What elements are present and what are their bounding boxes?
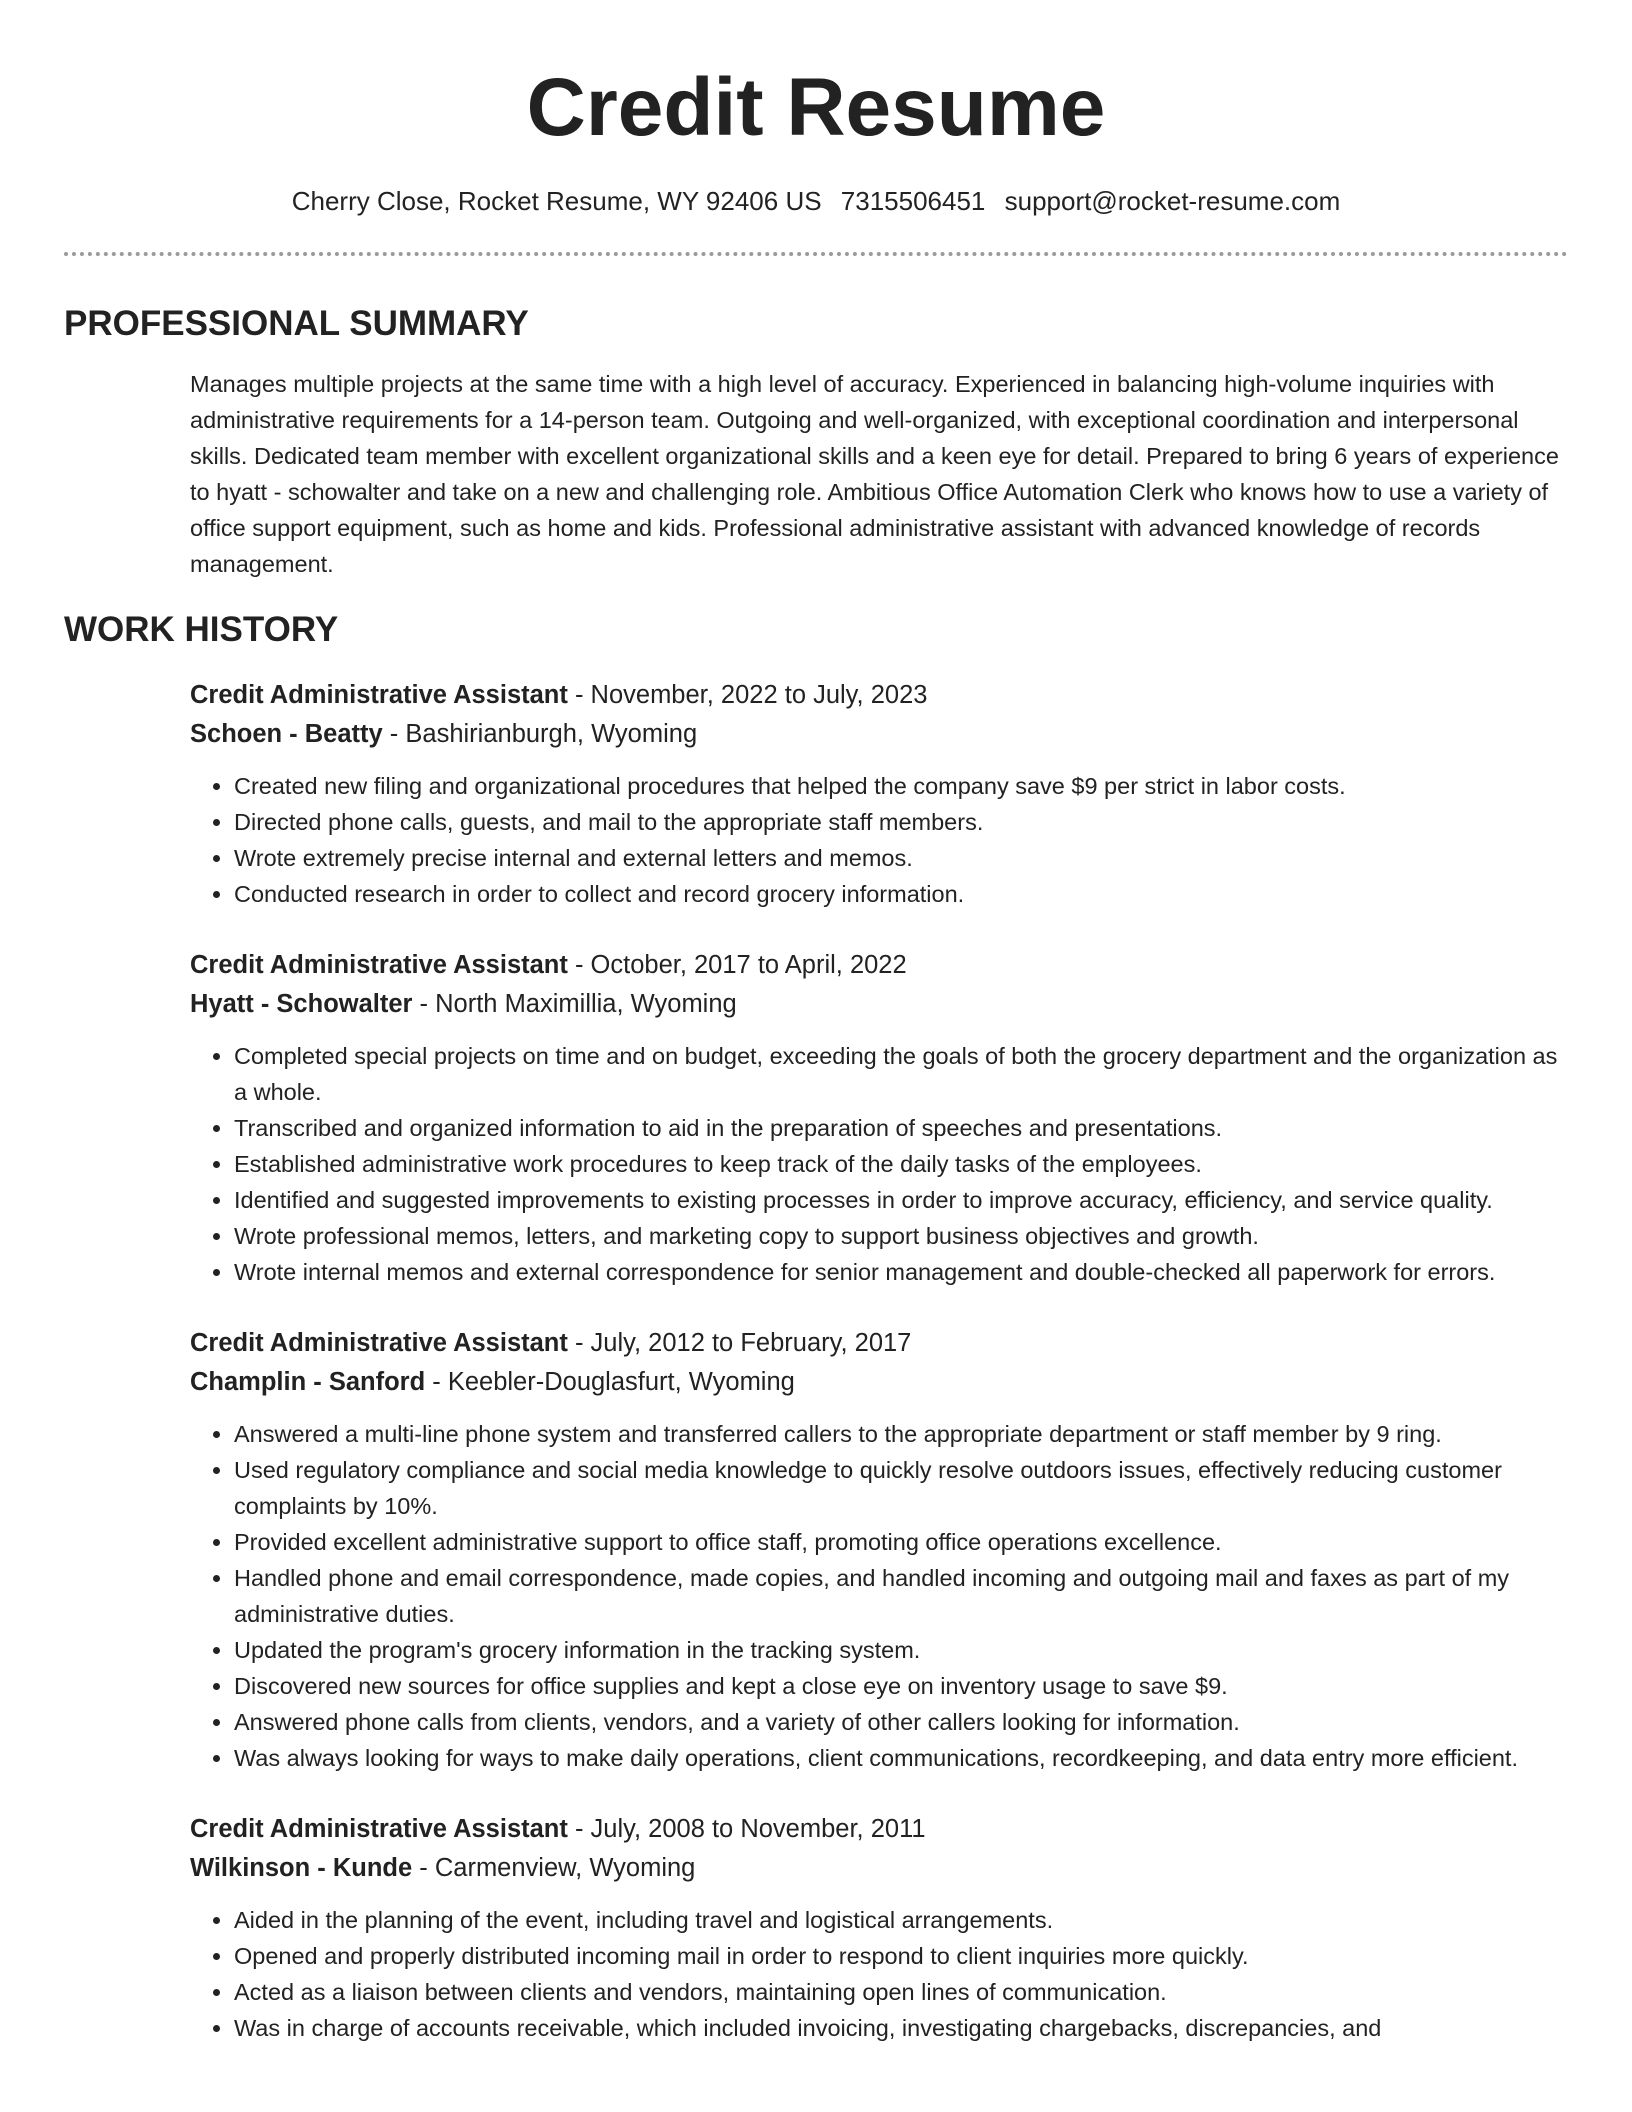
summary-heading: PROFESSIONAL SUMMARY [64,304,529,343]
job-bullet: • Aided in the planning of the event, including travel and logistical arrangements. [234,1902,1568,1938]
contact-email: support@rocket-resume.com [1004,186,1341,216]
job-bullet: • Directed phone calls, guests, and mail to the appropriate staff members. [234,804,1568,840]
job-title-line [190,1810,1568,1849]
job-entry [190,676,1568,912]
job-bullet: • Answered a multi-line phone system and transferred callers to the appropriate department or staff member by 9 ring. [234,1416,1568,1452]
resume-page [64,0,1568,2046]
job-company: Hyatt - Schowalter [190,990,413,1018]
job-bullet: • Opened and properly distributed incoming mail in order to respond to client inquiries more quickly. [234,1938,1568,1974]
job-entry [190,1324,1568,1776]
job-location: - North Maximillia, Wyoming [412,990,737,1018]
job-location: - Keebler-Douglasfurt, Wyoming [425,1368,795,1396]
job-title-line [190,946,1568,985]
job-bullet: • Answered phone calls from clients, vendors, and a variety of other callers looking for information. [234,1704,1568,1740]
job-bullet: • Wrote internal memos and external correspondence for senior management and double-checked all paperwork for errors. [234,1254,1568,1290]
job-location: - Carmenview, Wyoming [412,1854,696,1882]
job-bullet: • Handled phone and email correspondence, made copies, and handled incoming and outgoing mail and faxes as part of my administrative duties. [234,1560,1568,1632]
job-title: Credit Administrative Assistant [190,951,568,979]
job-bullet: • Was in charge of accounts receivable, which included invoicing, investigating chargebacks, discrepancies, and [234,2010,1568,2046]
resume-title: Credit Resume [526,62,1106,153]
job-bullets [190,1416,1568,1776]
job-bullet: • Created new filing and organizational procedures that helped the company save $9 per strict in labor costs. [234,768,1568,804]
job-bullet: • Provided excellent administrative support to office staff, promoting office operations excellence. [234,1524,1568,1560]
job-company-line [190,1849,1568,1888]
job-bullet: • Wrote professional memos, letters, and marketing copy to support business objectives and growth. [234,1218,1568,1254]
job-dates: - October, 2017 to April, 2022 [567,951,907,979]
job-bullet: • Identified and suggested improvements to existing processes in order to improve accuracy, efficiency, and service quality. [234,1182,1568,1218]
job-bullet: • Was always looking for ways to make daily operations, client communications, recordkeeping, and data entry more efficient. [234,1740,1568,1776]
job-company-line [190,985,1568,1024]
job-bullet: • Established administrative work procedures to keep track of the daily tasks of the employees. [234,1146,1568,1182]
job-bullet: • Conducted research in order to collect and record grocery information. [234,876,1568,912]
summary-text: Manages multiple projects at the same time with a high level of accuracy. Experienced in balancing high-volume inquiries with administrative requirements for a 14-person team. Outgoing and well-organized, with exceptional coordination and interpersonal skills. Dedicated team member with excellent organizational skills and a keen eye for detail. Prepared to bring 6 years of experience to hyatt - schowalter and take on a new and challenging role. Ambitious Office Automation Clerk who knows how to use a variety of office support equipment, such as home and kids. Professional administrative assistant with advanced knowledge of records management. [190,371,1559,577]
job-bullets [190,1038,1568,1290]
job-title: Credit Administrative Assistant [190,1815,568,1843]
job-dates: - November, 2022 to July, 2023 [567,681,928,709]
job-bullet: • Acted as a liaison between clients and vendors, maintaining open lines of communication. [234,1974,1568,2010]
job-entry [190,1810,1568,2046]
job-bullets [190,768,1568,912]
job-bullet: • Transcribed and organized information to aid in the preparation of speeches and presentations. [234,1110,1568,1146]
job-company: Wilkinson - Kunde [190,1854,413,1882]
job-title-line [190,1324,1568,1363]
work-history-heading: WORK HISTORY [64,610,339,649]
contact-phone: 7315506451 [840,186,986,216]
job-bullets [190,1902,1568,2046]
job-bullet: • Completed special projects on time and on budget, exceeding the goals of both the grocery department and the organization as a whole. [234,1038,1568,1110]
job-bullet: • Discovered new sources for office supplies and kept a close eye on inventory usage to save $9. [234,1668,1568,1704]
job-location: - Bashirianburgh, Wyoming [382,720,698,748]
job-bullet: • Used regulatory compliance and social media knowledge to quickly resolve outdoors issues, effectively reducing customer complaints by 10%. [234,1452,1568,1524]
job-list [190,676,1568,2046]
job-company: Schoen - Beatty [190,720,383,748]
contact-line [64,184,1568,218]
job-company: Champlin - Sanford [190,1368,426,1396]
job-title-line [190,676,1568,715]
job-title: Credit Administrative Assistant [190,681,568,709]
job-bullet: • Wrote extremely precise internal and external letters and memos. [234,840,1568,876]
job-dates: - July, 2012 to February, 2017 [567,1329,912,1357]
job-company-line [190,715,1568,754]
header-divider [64,252,1568,256]
job-title: Credit Administrative Assistant [190,1329,568,1357]
job-entry [190,946,1568,1290]
job-dates: - July, 2008 to November, 2011 [567,1815,926,1843]
contact-address: Cherry Close, Rocket Resume, WY 92406 US [291,186,822,216]
job-bullet: • Updated the program's grocery information in the tracking system. [234,1632,1568,1668]
job-company-line [190,1363,1568,1402]
